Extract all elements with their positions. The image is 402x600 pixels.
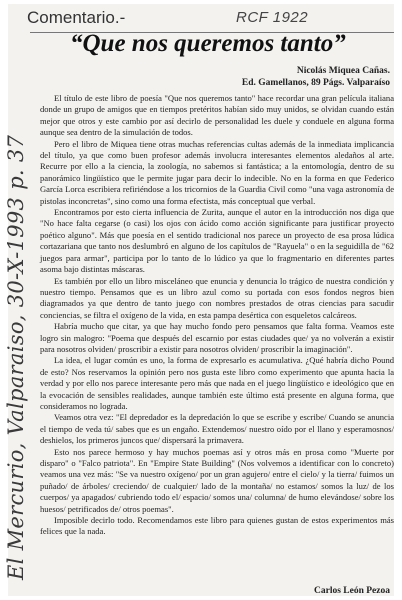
paragraph: Veamos otra vez: "El depredador es la depredación lo que se escribe y escribe/ Cuando se anuncia el tiempo de veda tú/ sabes que es un engaño. Extendemos/ nuestro oído por el llano y esperamosnos/ deshielos, los primeros juncos que/ dispersará la primavera.: [40, 412, 394, 446]
section-label: Comentario.-: [27, 8, 126, 27]
paragraph: El título de este libro de poesía "Que nos queremos tanto" hace recordar una gran película italiana donde un grupo de amigos que en tiempos pretéritos habían sido muy unidos, se olvidan cuando están mejor que otros y este cambio por así decirlo de personalidad les duele y conduele en alguna forma aunque sea dentro de la simulación de todos.: [40, 93, 394, 138]
paragraph: La idea, el lugar común es uno, la forma de expresarlo es acumulativa. ¿Qué habría dicho Pound de esto? Nos reservamos la opinión pero nos gusta este libro como experimento que apunta hacia la verdad y por ello nos parece interesante pero más que nada en el juego lingüístico e ideológico que en la evocación de sensibles realidades, aunque también este último está presente en alguna forma, que consideramos no lograda.: [40, 355, 394, 411]
paragraph: Encontramos por esto cierta influencia de Zurita, aunque el autor en la introducción nos diga que "No hace falta cegarse (o casi) los ojos con ácido como acción significante para justificar proyecto poético alguno". Más que poesía en el sentido tradicional nos parece un proyecto de esa prosa lúdica cortazariana que tanto nos deslumbró en alguno de los capítulos de "Rayuela" o en la seguidilla de "62 juegos para armar", participa por lo tanto de lo lúdico ya que lo fragmentario en diferentes partes asoma bajo distintas máscaras.: [40, 207, 394, 275]
paragraph: Habría mucho que citar, ya que hay mucho fondo pero pensamos que falta forma. Veamos este logro sin malogro: "Poema que después del escarnio por estas ciudades que/ ya no volverán a existir para nosotros olviden/ proscribir a existir para nosotros olviden/ proscribir la imaginación".: [40, 321, 394, 354]
paragraph: Pero el libro de Miquea tiene otras muchas referencias cultas además de la inmediata implicancia del título, ya que como buen profesor además involucra interesantes elementos aledaños al arte. Recurre por ello a la ciencia, la zoología, no sabemos si fantástica; a la entomología, dentro de su panorámico lingüístico que le permite jugar para decir lo indecible. No en la forma en que Federico García Lorca escribiera refiriéndose a los tricornios de la Guardia Civil como "una vaga astronomía de pistolas inconcretas", sino como una forma efectista, más conceptual que verbal.: [40, 138, 394, 206]
article-body: [40, 93, 394, 538]
archive-stamp: RCF 1922: [236, 9, 309, 26]
headline: “Que nos queremos tanto”: [70, 30, 346, 57]
paragraph: Imposible decirlo todo. Recomendamos este libro para quienes gustan de estos experimentos más felices que la nada.: [40, 515, 394, 537]
book-author: Nicolás Miquea Cañas.: [296, 66, 390, 76]
handwritten-margin-note: El Mercurio, Valparaiso, 30-X-1993 p. 37: [4, 134, 28, 580]
paragraph: Esto nos parece hermoso y hay muchos poemas así y otros más en prosa como "Muerte por disparo" o "Falco patriota". En "Empire State Building" (Nos volvemos a identificar con lo concreto) veamos una vez más: "Se va nuestro oxígeno/ por un gran agujero/ entre el cielo/ y la tierra/ fuimos un puñado/ de árboles/ creciendo/ de cualquier/ lado de la montaña/ no estamos/ somos la luz/ de los cuerpos/ ya apagados/ cubriendo todo el/ espacio/ somos una/ columna/ de humo elevándose/ sobre los huesos/ petrificados de/ otros poemas".: [40, 446, 394, 514]
article-signature: Carlos León Pezoa: [314, 586, 390, 596]
publisher-line: Ed. Gamellanos, 89 Págs. Valparaíso: [241, 78, 390, 88]
paragraph: Es también por ello un libro misceláneo que enuncia y denuncia lo trágico de nuestra condición y nuestro tiempo. Pensamos que es un libro azul como su portada con esos fondos negros bien diagramados ya que dentro de tanto juego con nombres prestados de otras ciencias para sacudir conciencias, se filtra el oxígeno de la vida, en esta pampa desértica con esqueletos calcáreos.: [40, 275, 394, 320]
